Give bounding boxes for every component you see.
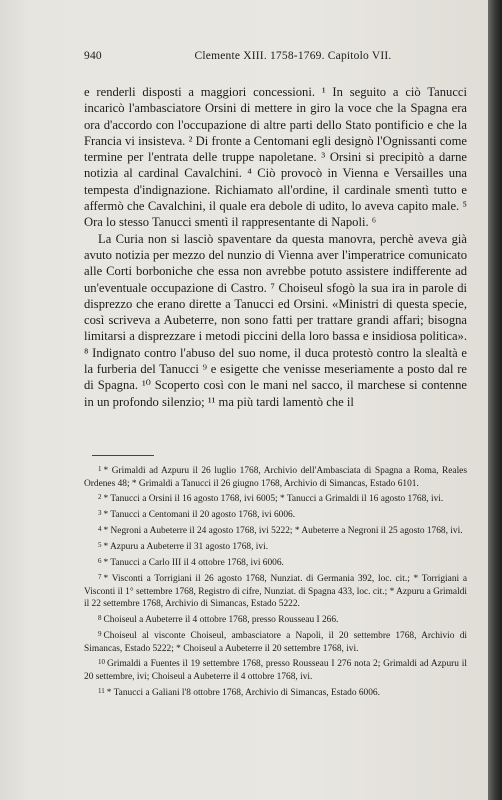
footnote-label: 2 [98, 493, 102, 502]
footnotes [84, 463, 467, 701]
footnote-text: * Tanucci a Orsini il 16 agosto 1768, ivi 6005; * Tanucci a Grimaldi il 16 agosto 1768, ivi. [103, 494, 444, 505]
footnote-label: 8 [98, 614, 102, 623]
footnote-text: Grimaldi a Fuentes il 19 settembre 1768, presso Rousseau I 276 nota 2; Grimaldi ad Azpuru il 20 settembre, ivi; Choiseul a Aubeterre il 4 ottobre 1768, ivi. [84, 659, 467, 682]
footnote-label: 7 [98, 572, 102, 581]
book-edge-shadow [488, 0, 502, 800]
footnote-label: 4 [98, 525, 102, 534]
footnote [84, 612, 467, 627]
footnote-separator [92, 455, 154, 456]
footnote-label: 9 [98, 629, 102, 638]
paragraph: La Curia non si lasciò spaventare da questa manovra, perchè aveva già avuto notizia per mezzo del nunzio di Vienna aver l'imperatrice comunicato alle Corti borboniche che essa non avrebbe potuto assistere indifferente ad un'eventuale occupazione di Castro. ⁷ Choiseul sfogò la sua ira in parole di disprezzo che erano dirette a Tanucci ed Orsini. «Ministri di questa specie, così scriveva a Aubeterre, non sono fatti per trattare grandi affari; bisogna limitarsi a disprezzare i metodi piccini della loro bassa e insidiosa politica». ⁸ Indignato contro l'abuso del suo nome, il duca protestò contro la slealtà e la furberia del Tanucci ⁹ e esigette che venisse meseriamente a posto dal re di Spagna. ¹⁰ Scoperto così con le mani nel sacco, il marchese si contenne in un profondo silenzio; ¹¹ ma più tardi lamentò che il [84, 231, 467, 409]
footnote-label: 10 [98, 658, 105, 667]
footnote [84, 463, 467, 490]
footnote [84, 491, 467, 506]
footnote-text: * Visconti a Torrigiani il 26 agosto 1768, Nunziat. di Germania 392, loc. cit.; * Torrigiani a Visconti il 1° settembre 1768, Registro di cifre, Nunziat. di Spagna 433, loc. cit.; * Azpuru a Grimaldi il 22 settembre 1768, Archivio di Simancas, Estado 5222. [84, 573, 467, 610]
footnote-text: Choiseul a Aubeterre il 4 ottobre 1768, presso Rousseau I 266. [103, 615, 339, 626]
footnote [84, 539, 467, 554]
footnote [84, 507, 467, 522]
page-number: 940 [84, 50, 102, 62]
paragraph: e renderli disposti a maggiori concessioni. ¹ In seguito a ciò Tanucci incaricò l'ambasciatore Orsini di mettere in giro la voce che la Spagna era ora d'accordo con l'occupazione di altre parti dello Stato pontificio e che la Francia vi insisteva. ² Di fronte a Centomani egli designò l'Ognissanti come termine per l'entrata delle truppe napoletane. ³ Orsini si precipitò a darne notizia al cardinal Cavalchini. ⁴ Ciò provocò in Vienna e Versailles una tempesta d'indignazione. Richiamato all'ordine, il cardinale smentì tutto e affermò che Cavalchini, il quale era debole di udito, lo aveva capito male. ⁵ Ora lo stesso Tanucci smentì il rappresentante di Napoli. ⁶ [84, 85, 467, 230]
footnote-label: 3 [98, 509, 102, 518]
footnote-label: 1 [98, 465, 102, 473]
footnote-text: * Tanucci a Galiani l'8 ottobre 1768, Archivio di Simancas, Estado 6006. [106, 687, 380, 698]
footnote-text: * Tanucci a Centomani il 20 agosto 1768, ivi 6006. [103, 510, 296, 521]
footnote [84, 685, 467, 700]
footnote [84, 571, 467, 611]
footnote-text: * Grimaldi ad Azpuru il 26 luglio 1768, Archivio dell'Ambasciata di Spagna a Roma, Reales Ordenes 48; * Grimaldi a Tanucci il 26 giugno 1768, Archivio di Simancas, Estado 6101. [84, 466, 467, 489]
footnote-text: * Tanucci a Carlo III il 4 ottobre 1768, ivi 6006. [103, 558, 284, 569]
footnote [84, 656, 467, 683]
footnote [84, 628, 467, 655]
footnote-text: * Azpuru a Aubeterre il 31 agosto 1768, ivi. [103, 542, 269, 553]
footnote-label: 5 [98, 541, 102, 550]
footnote [84, 523, 467, 538]
main-text [84, 84, 467, 410]
footnote-text: * Negroni a Aubeterre il 24 agosto 1768, ivi 5222; * Aubeterre a Negroni il 25 agosto 1768, ivi. [103, 526, 463, 537]
footnote [84, 555, 467, 570]
footnote-text: Choiseul al visconte Choiseul, ambasciatore a Napoli, il 20 settembre 1768, Archivio di Simancas, Estado 5222; * Choiseul a Aubeterre il 20 settembre 1768, ivi. [84, 630, 467, 654]
footnote-label: 11 [98, 686, 105, 695]
running-title: Clemente XIII. 1758-1769. Capitolo VII. [194, 50, 392, 62]
footnote-label: 6 [98, 557, 102, 566]
